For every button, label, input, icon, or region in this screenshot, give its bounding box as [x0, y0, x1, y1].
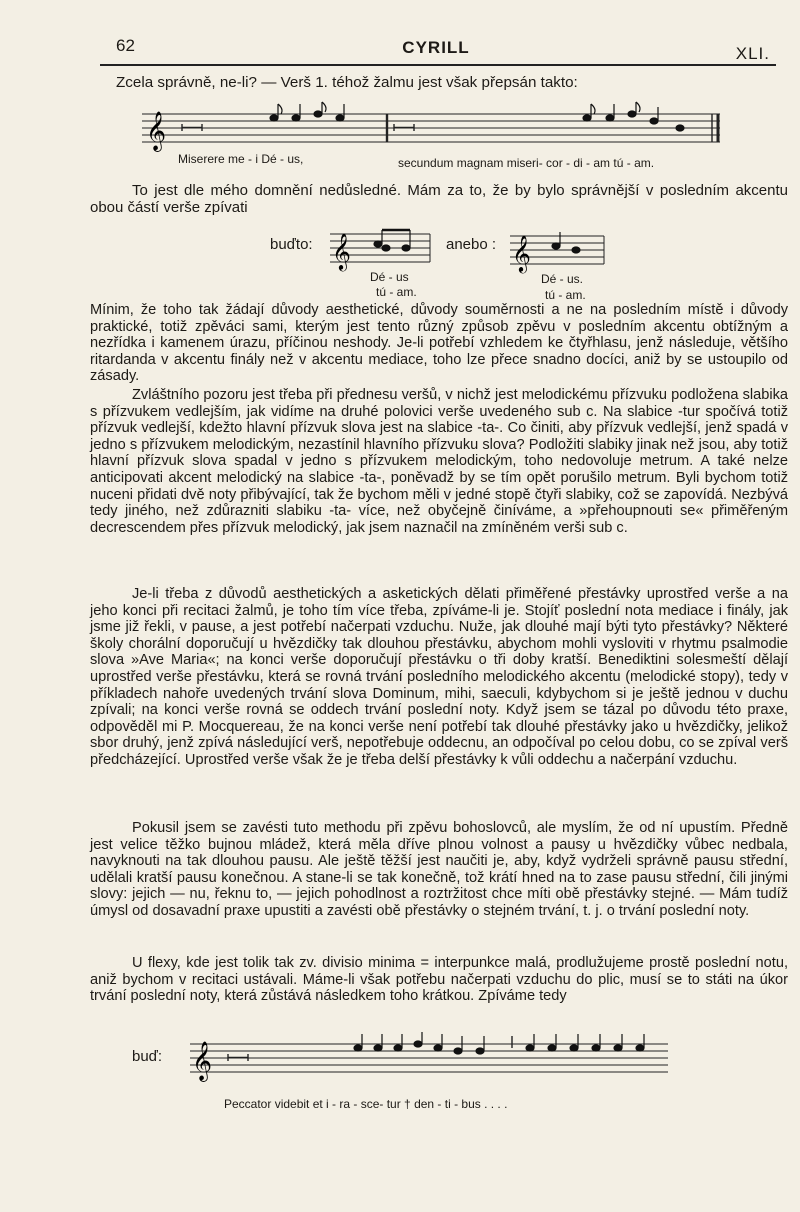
treble-clef-icon: 𝄞 [332, 232, 351, 270]
example-2a-lyrics-1: Dé - us [370, 270, 409, 284]
example-2-label-b: anebo : [446, 236, 497, 253]
paragraph-5: U flexy, kde jest tolik tak zv. divisio minima = interpunkce malá, prodlužujeme prostě poslední notu, aniž bychom v recitaci ustávali. Máme-li však potřebu načerpati vzduchu do plic, musí se to státi na úkor trvání poslední noty, která zůstává následkem toho krátkou. Zpíváme tedy [90, 955, 788, 1005]
page-number: 62 [116, 36, 135, 55]
intro-line: Zcela správně, ne-li? — Verš 1. téhož žalmu jest však přepsán takto: [116, 74, 578, 91]
paragraph-1: Mínim, že toho tak žádají důvody aesthetické, důvody souměrnosti a ne na posledním místě i důvody praktické, totiž zpěváci sami, kterým jest tento různý způsob zpěvu v posledním akcentu obtížným a nezřídka i kamenem úrazu, příčinou neshody. Je-li potřebí vzhledem ke čtyřhlasu, jenž následuje, většího ritardanda v akcentu finály než v akcentu mediace, toho lze přece snadno docíci, aniž by se ustoupilo od zásady. [90, 302, 788, 385]
paragraph-2: Zvláštního pozoru jest třeba při přednesu veršů, v nichž jest melodickému přízvuku podložena slabika s přízvukem vedlejším, jak vidíme na druhé polovici verše uvedeného sub c. Na slabice -tur spočívá totiž přízvuk vedlejší, kdežto hlavní přízvuk slova jest na slabice -ta-. Co činiti, aby přízvuk vedlejší, jenž spadá v jedno s přízvukem melodickým, nezastínil hlavního přízvuku slova? Podložiti slabiky jinak než jsou, aby totiž hlavní přízvuk slova spadal v jedno s přízvukem melodickým, toho nedovoluje metrum. A také nelze anticipovati akcent melodický na slabice -ta-, poněvadž by se tím opět porušilo metrum. Byli bychom totiž nuceni přidati dvě noty přibývající, tak že bychom měli v jedné stopě čtyři slabiky, což se zapovídá. Nezbývá tedy jiného, než zdůrazniti slabiku -ta- více, než obyčejně činíváme, a »přehoupnouti se« přiměřeným decrescendem přes přízvuk melodický, jak jsem naznačil na zmíněném verši sub c. [90, 387, 788, 536]
paragraph-3: Je-li třeba z důvodů aesthetických a asketických dělati přiměřené přestávky uprostřed verše a na jeho konci při recitaci žalmů, je toho tím více třeba, zpíváme-li je. Stojíť poslední nota mediace i finály, jak jsme již řekli, v pause, a jest potřebí načerpati vzduchu. Nuže, jak dlouhé mají býti tyto přestávky? Některé školy chorální doporučují u hvězdičky tak dlouhou přestávku, abychom mohli vysloviti v rhytmu psalmodie slova »Ave Maria«; na konci verše doporučují přestávku o tři doby kratší. Benediktini solesmeští dělají uprostřed verše přestávku, která se rovná trvání posledního melodického akcentu (melodické stopy), tedy v příkladech nahoře uvedených trvání slova Dominum, mihi, saeculi, kdybychom si je ještě jednou v duchu zpívali; na konci verše rovná se oddech trvání poslední noty. Když jsem se tázal po důvodu této praxe, odpověděl mi P. Mocquereau, že na konci verše není potřebí tak dlouhé přestávky jako u hvězdičky, jelikož sbor druhý, jenž zpívá následující verš, nepotřebuje oddecnu, an odpočíval po celou dobu, co se zpíval verš předcházející. Uprostřed verše však že je třeba delší přestávky k vůli oddechu a načerpání vzduchu. [90, 586, 788, 768]
music-staff-example-3 [190, 1032, 670, 1084]
music-staff-example-2b [510, 228, 610, 272]
example-2b-lyrics-2: tú - am. [545, 288, 586, 302]
music-staff-example-1 [142, 104, 722, 154]
treble-clef-icon: 𝄞 [192, 1041, 213, 1081]
example-3-lyrics: Peccator videbit et i - ra - sce- tur † den - ti - bus . . . . [224, 1097, 508, 1111]
example-1-lyrics-left: Miserere me - i Dé - us, [178, 152, 304, 166]
running-header [100, 36, 772, 62]
example-3-label: buď: [132, 1048, 163, 1065]
paragraph-opinion: To jest dle mého domnění nedůsledné. Mám za to, že by bylo správnější v posledním akcentu obou částí verše zpívati [90, 182, 788, 216]
music-staff-example-2a [330, 226, 434, 270]
running-title: CYRILL [402, 38, 470, 57]
treble-clef-icon: 𝄞 [512, 234, 531, 272]
example-2-label-a: buďto: [270, 236, 313, 253]
treble-clef-icon: 𝄞 [146, 111, 167, 151]
header-rule [100, 64, 776, 66]
example-1-lyrics-right: secundum magnam miseri- cor - di - am tú - am. [398, 156, 655, 170]
chapter-number: XLI. [735, 44, 770, 63]
paragraph-4: Pokusil jsem se zavésti tuto methodu při zpěvu bohoslovců, ale myslím, že od ní upustím. Předně jest velice těžko bujnou mládež, která měla dříve plnou volnost a pausy u hvězdičky vůbec nedbala, navyknouti na tak dlouhou pausu. Ale ještě těžší jest naučiti je, aby, když vydrželi správně pausu střední, udělali kratší pausu konečnou. A stane-li se tak konečně, tož krátí hned na to zase pausu střední, čili jinými slovy: jejich — nu, řeknu to, — jejich pohodlnost a roztržitost chce míti obě přestávky stejné. — Mám tudíž úmysl od dosavadní praxe upustiti a zavésti obě přestávky o stejném trvání, t. j. o trvání poslední noty. [90, 820, 788, 919]
example-2a-lyrics-2: tú - am. [376, 285, 417, 299]
example-2b-lyrics-1: Dé - us. [541, 272, 584, 286]
